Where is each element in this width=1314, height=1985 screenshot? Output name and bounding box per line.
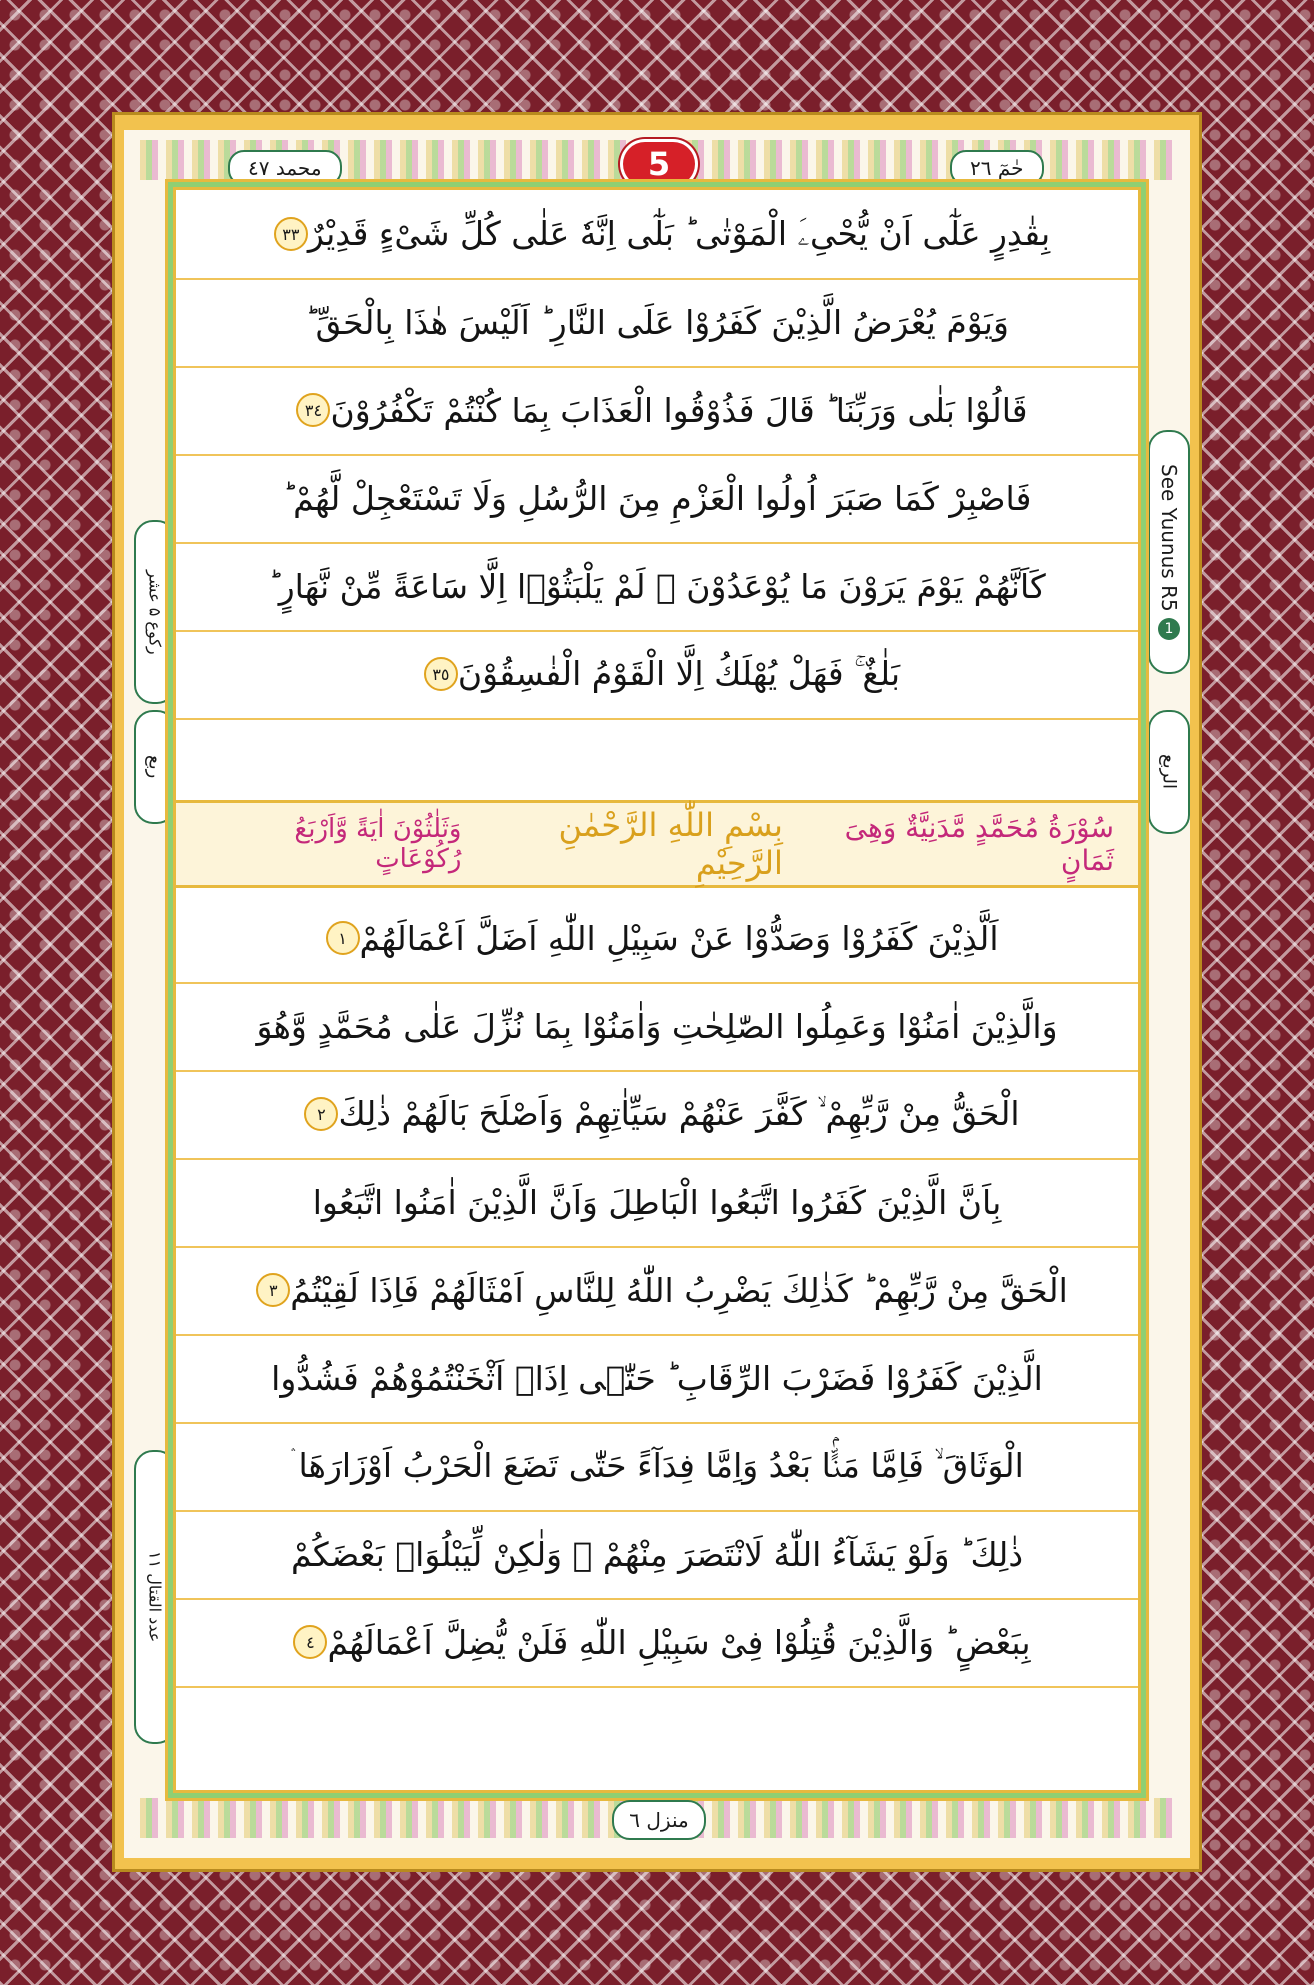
cross-reference-tab xyxy=(1148,430,1190,674)
text-line xyxy=(176,630,1138,720)
verse-end-marker: ٣ xyxy=(256,1273,290,1307)
text-line xyxy=(176,1246,1138,1336)
line-text: بَلٰغٌ ۚ فَهَلْ یُهْلَكُ اِلَّا الْقَوْمُ الْفٰسِقُوْنَ xyxy=(457,654,901,693)
verse-end-marker: ٣٣ xyxy=(274,217,308,251)
line-text: وَالَّذِیْنَ اٰمَنُوْا وَعَمِلُوا الصّٰلِحٰتِ وَاٰمَنُوْا بِمَا نُزِّلَ عَلٰى مُحَمَّدٍ وَّهُوَ xyxy=(256,1006,1058,1046)
text-line xyxy=(176,1070,1138,1160)
line-text: اَلَّذِیْنَ كَفَرُوْا وَصَدُّوْا عَنْ سَبِیْلِ اللّٰهِ اَضَلَّ اَعْمَالَهُمْ xyxy=(359,918,999,958)
text-line xyxy=(176,542,1138,632)
line-text: قَالُوْا بَلٰى وَرَبِّنَا ؕ قَالَ فَذُوْقُوا الْعَذَابَ بِمَا كُنْتُمْ تَكْفُرُوْنَ xyxy=(330,390,1028,430)
verse-end-marker: ٣٥ xyxy=(424,657,458,691)
text-line xyxy=(176,1422,1138,1512)
verse-end-marker: ٣٤ xyxy=(296,393,330,427)
line-text: بِاَنَّ الَّذِیْنَ كَفَرُوا اتَّبَعُوا الْبَاطِلَ وَاَنَّ الَّذِیْنَ اٰمَنُوا اتَّبَعُوا xyxy=(312,1182,1002,1222)
verse-count-tab: عدد القتال ۱۱ xyxy=(134,1450,176,1744)
text-line xyxy=(176,190,1138,280)
line-text: كَاَنَّهُمْ یَوْمَ یَرَوْنَ مَا یُوْعَدُوْنَ ۙ لَمْ یَلْبَثُوْۤا اِلَّا سَاعَةً مِّنْ نَّهَارٍ ؕ xyxy=(268,566,1046,606)
verse-end-marker: ١ xyxy=(326,921,360,955)
line-text: بِبَعْضٍ ؕ وَالَّذِیْنَ قُتِلُوْا فِیْ سَبِیْلِ اللّٰهِ فَلَنْ یُّضِلَّ اَعْمَالَهُمْ xyxy=(327,1622,1031,1662)
line-text: الْحَقُّ مِنْ رَّبِّهِمْ ۙ كَفَّرَ عَنْهُمْ سَیِّاٰتِهِمْ وَاَصْلَحَ بَالَهُمْ ذٰلِكَ xyxy=(338,1094,1020,1133)
line-text: الَّذِیْنَ كَفَرُوْا فَضَرْبَ الرِّقَابِ ؕ حَتّٰۤى اِذَاۤ اَثْخَنْتُمُوْهُمْ فَشُدُّوا xyxy=(271,1358,1043,1398)
text-line xyxy=(176,278,1138,368)
quarter-marker-left-tab: ربع xyxy=(134,710,176,824)
bismillah: بِسْمِ اللّٰهِ الرَّحْمٰنِ الرَّحِیْمِ xyxy=(558,806,783,882)
text-line xyxy=(176,1158,1138,1248)
verse-end-marker: ٤ xyxy=(293,1625,327,1659)
surah-info: وَثَلٰثُوْنَ اٰیَةً وَّاَرْبَعُ رُكُوْعَاتٍ xyxy=(294,814,462,874)
surah-opening-header xyxy=(176,800,1138,888)
juz-header-label: حٰمٓ ٢٦ xyxy=(950,150,1044,186)
line-text: الْحَقَّ مِنْ رَّبِّهِمْ ؕ كَذٰلِكَ یَضْرِبُ اللّٰهُ لِلنَّاسِ اَمْثَالَهُمْ فَاِذَا لَقِیْتُمُ xyxy=(290,1270,1068,1310)
surah-name: سُوْرَةُ مُحَمَّدٍ مَّدَنِیَّةٌ وَهِیَ ثَمَانٍ xyxy=(844,811,1114,877)
line-text: وَیَوْمَ یُعْرَضُ الَّذِیْنَ كَفَرُوْا عَلَى النَّارِ ؕ اَلَیْسَ هٰذَا بِالْحَقِّ ؕ xyxy=(305,302,1009,342)
surah-header-label: محمد ٤٧ xyxy=(228,150,342,186)
line-text: فَاصْبِرْ كَمَا صَبَرَ اُولُوا الْعَزْمِ مِنَ الرُّسُلِ وَلَا تَسْتَعْجِلْ لَّهُمْ ؕ xyxy=(282,478,1032,518)
line-text: ذٰلِكَ ؕ وَلَوْ یَشَآءُ اللّٰهُ لَانْتَصَرَ مِنْهُمْ ۙ وَلٰكِنْ لِّیَبْلُوَا۠ بَعْضَكُمْ xyxy=(290,1534,1024,1574)
text-line xyxy=(176,1598,1138,1688)
line-text: بِقٰدِرٍ عَلٰٓى اَنْ يُّحْیِۦَ الْمَوْتٰى ؕ بَلٰٓى اِنَّهٗ عَلٰى كُلِّ شَیْءٍ قَدِیْرٌ xyxy=(307,214,1051,253)
cross-reference-number: 1 xyxy=(1158,618,1180,640)
text-line xyxy=(176,894,1138,984)
verse-end-marker: ٢ xyxy=(304,1097,338,1131)
cross-reference-text: See Yuunus R5 xyxy=(1157,464,1181,612)
text-line xyxy=(176,982,1138,1072)
manzil-label: منزل ٦ xyxy=(612,1800,706,1840)
text-line xyxy=(176,454,1138,544)
page-number-badge: 5 xyxy=(623,142,695,186)
text-line xyxy=(176,1334,1138,1424)
line-text: الْوَثَاقَ ۙ فَاِمَّا مَنًّۢا بَعْدُ وَاِمَّا فِدَآءً حَتّٰى تَضَعَ الْحَرْبُ اَوْزَارَهَا ۛ xyxy=(290,1446,1024,1485)
text-line xyxy=(176,1510,1138,1600)
ruku-marker-tab: رکوع ۵ عشر xyxy=(134,520,176,704)
quarter-marker-tab: الربع xyxy=(1148,710,1190,834)
text-line xyxy=(176,366,1138,456)
quran-text-area xyxy=(176,190,1138,1790)
